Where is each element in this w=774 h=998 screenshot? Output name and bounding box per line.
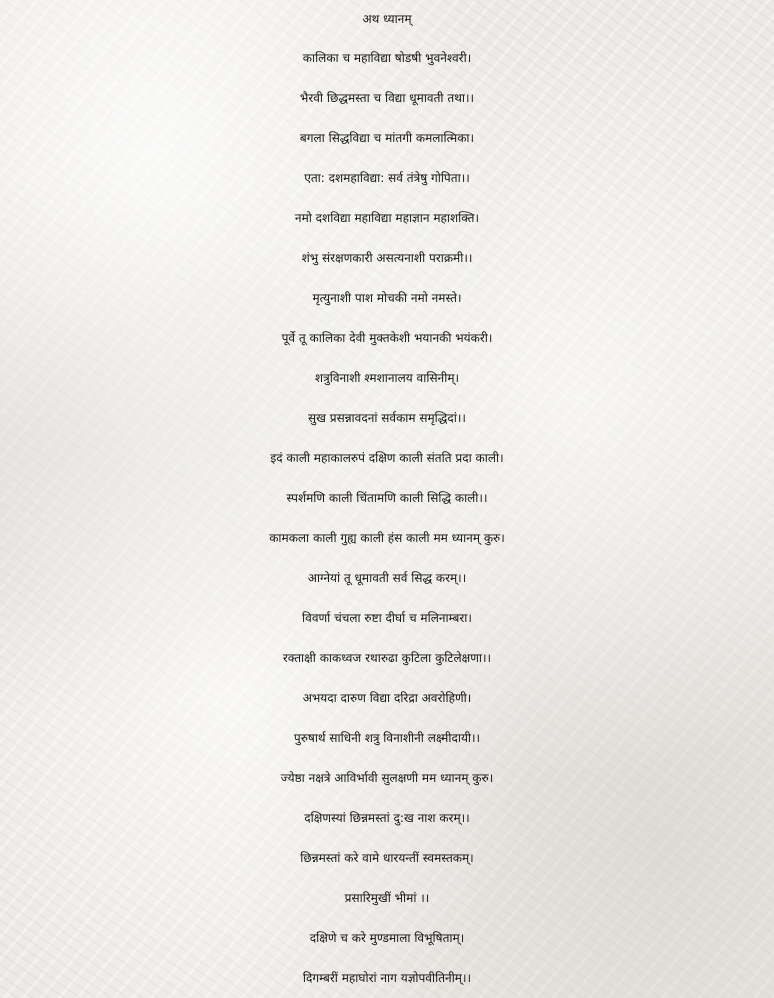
verse-line: मृत्युनाशी पाश मोचकी नमो नमस्ते।: [312, 291, 462, 305]
verse-line: कालिका च महाविद्या षोडषी भुवनेश्वरी।: [302, 51, 472, 65]
verse-line: दिगम्बरीं महाघोरां नाग यज्ञोपवीतिनीम्।।: [302, 971, 472, 985]
heading: अथ ध्यानम्: [362, 12, 412, 26]
verse-line: सुख प्रसन्नावदनां सर्वकाम समृद्धिदां।।: [308, 411, 466, 425]
verse-line: एता: दशमहाविद्या: सर्व तंत्रेषु गोपिता।।: [304, 171, 470, 185]
verse-line: ज्येष्ठा नक्षत्रे आविर्भावी सुलक्षणी मम ध्यानम् कुरु।: [280, 771, 494, 785]
verse-line: शत्रुविनाशी श्मशानालय वासिनीम्।: [314, 371, 460, 385]
verse-line: इदं काली महाकालरुपं दक्षिण काली संतति प्रदा काली।: [270, 451, 504, 465]
verse-line: छिन्नमस्तां करे वामे धारयन्तीं स्वमस्तकम्।: [300, 851, 474, 865]
verse-line: पूर्वे तू कालिका देवी मुक्तकेशी भयानकी भयंकरी।: [281, 331, 493, 345]
verse-line: शंभु संरक्षणकारी असत्यनाशी पराक्रमी।।: [301, 251, 473, 265]
verse-line: बगला सिद्धविद्या च मांतगी कमलात्मिका।: [299, 131, 475, 145]
verse-line: आग्नेयां तू धूमावती सर्व सिद्ध करम्।।: [307, 571, 467, 585]
verse-line: अभयदा दारुण विद्या दरिद्रा अवरोहिणी।: [302, 691, 472, 705]
verse-line: नमो दशविद्या महाविद्या महाज्ञान महाशक्ति।: [294, 211, 480, 225]
verse-line: रक्ताक्षी काकध्वज रथारुढा कुटिला कुटिलेक्षणा।।: [282, 651, 492, 665]
verse-line: दक्षिणस्यां छिन्नमस्तां दु:ख नाश करम्।।: [304, 811, 470, 825]
verse-line: कामकला काली गुह्य काली हंस काली मम ध्यानम् कुरु।: [269, 531, 505, 545]
verse-line: विवर्णा चंचला रुष्टा दीर्घा च मलिनाम्बरा।: [302, 611, 472, 625]
verse-line: स्पर्शमणि काली चिंतामणि काली सिद्धि काली।।: [286, 491, 488, 505]
verse-line: दक्षिणे च करे मुण्डमाला विभूषिताम्।: [309, 931, 465, 945]
verse-line: प्रसारिमुखीं भीमां ।।: [344, 891, 430, 905]
verse-line: भैरवी छिद्धमस्ता च विद्या धूमावती तथा।।: [299, 91, 475, 105]
verse-line: पुरुषार्थ साधिनी शत्रु विनाशीनी लक्ष्मीदायी।।: [293, 731, 481, 745]
